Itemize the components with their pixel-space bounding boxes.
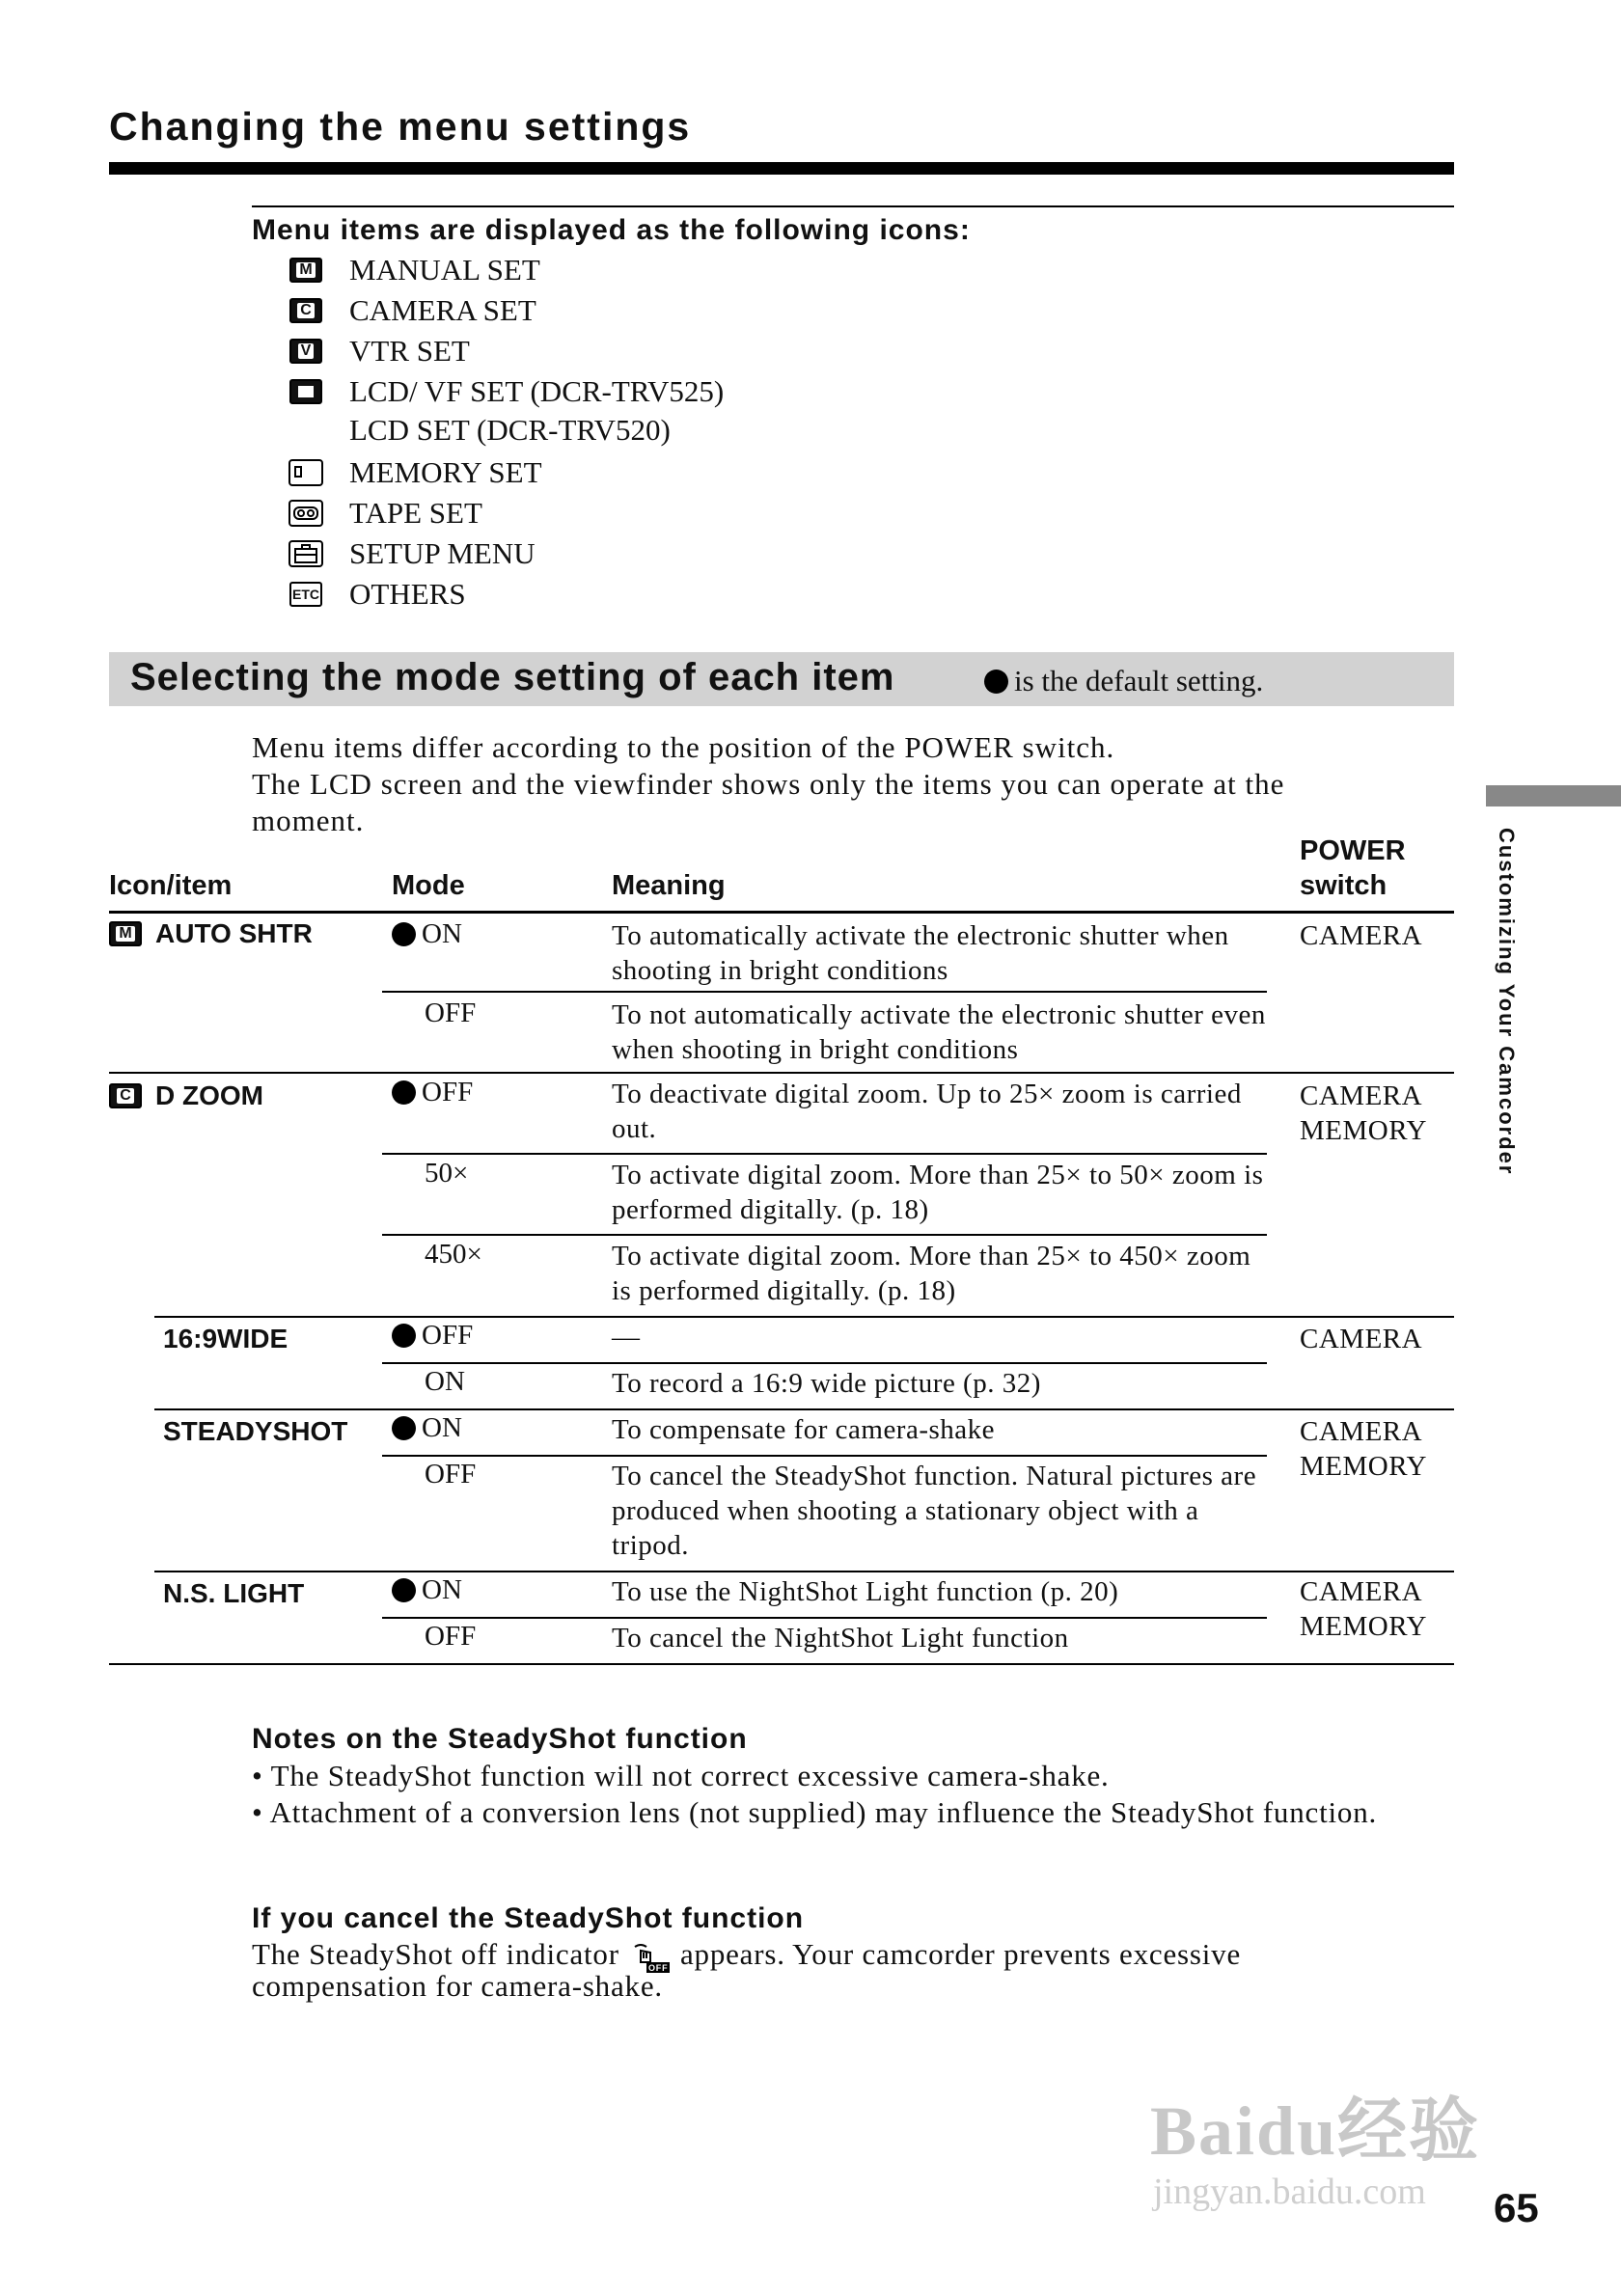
table-row-meaning: To cancel the SteadyShot function. Natural pictures are produced when shooting a stationary object with a tripod. [612,1461,1257,1561]
table-row-item [163,1578,304,1609]
default-dot-icon [392,1324,416,1348]
section-rule [252,205,1454,207]
table-row-mode [425,1239,482,1271]
etc-icon: ETC [288,580,324,609]
table-row-meaning: — [612,1322,641,1353]
table-row-item [109,918,313,949]
table-row-mode [392,918,462,950]
header-power-switch: switch [1300,870,1387,901]
group-rule [154,1571,1454,1572]
watermark-logo: Baidu经验 [1150,2092,1481,2170]
menu-icon-label: MANUAL SET [349,253,540,287]
manual-set-icon: M [109,921,142,946]
tape-set-icon [288,499,324,528]
table-row-mode [392,1077,473,1108]
notes-bullet: • Attachment of a conversion lens (not supplied) may influence the SteadyShot function. [252,1795,1378,1829]
default-note-text: is the default setting. [1014,664,1264,697]
row-rule [382,1617,1267,1619]
item-label: AUTO SHTR [155,918,313,948]
lcd-vf-set-icon [288,377,324,406]
svg-text:OFF: OFF [648,1962,669,1973]
header-mode: Mode [392,870,465,901]
intro-line: The LCD screen and the viewfinder shows only the items you can operate at the [252,767,1285,801]
table-bottom-rule [109,1663,1454,1665]
table-row-mode [425,1366,465,1398]
table-row-item [163,1416,347,1447]
table-row-meaning: To not automatically activate the electronic shutter even when shooting in bright conditions [612,999,1266,1065]
mode-value: OFF [425,998,477,1028]
cancel-text: appears. Your camcorder prevents excessive [679,1937,1242,1971]
row-rule [382,1234,1267,1236]
table-row-mode [425,1158,468,1189]
default-dot-icon [392,1578,416,1602]
menu-icon-label: LCD SET (DCR-TRV520) [349,413,671,447]
table-row-power: CAMERA MEMORY [1300,1576,1427,1642]
mode-value: 50× [425,1158,469,1189]
table-row-item [109,1080,263,1111]
table-row-item [163,1324,288,1354]
menu-icon-label: CAMERA SET [349,293,536,327]
default-dot-icon [984,670,1008,694]
table-header-rule [109,911,1454,914]
row-rule [382,1455,1267,1457]
item-label: 16:9WIDE [163,1324,288,1353]
table-row-meaning: To activate digital zoom. More than 25× to 450× zoom is performed digitally. (p. 18) [612,1241,1251,1306]
group-rule [109,1072,1454,1074]
title-rule [109,162,1454,175]
menu-icon-label: MEMORY SET [349,455,542,489]
table-row-mode [425,1459,476,1490]
menu-icon-row [288,453,542,492]
table-row-meaning: To use the NightShot Light function (p. 20) [612,1576,1119,1607]
menu-icon-row [288,332,470,370]
cancel-line: compensation for camera-shake. [252,1969,663,2003]
default-dot-icon [392,1080,416,1105]
row-rule [382,1153,1267,1155]
table-row-meaning: To cancel the NightShot Light function [612,1623,1069,1654]
side-tab [1486,785,1621,806]
camera-set-icon: C [109,1083,142,1108]
camera-set-icon: C [288,296,324,325]
header-meaning: Meaning [612,870,726,901]
table-row-meaning: To automatically activate the electronic shutter when shooting in bright conditions [612,920,1229,986]
menu-icon-row [288,372,725,411]
intro-line: moment. [252,804,365,837]
mode-value: 450× [425,1239,482,1270]
menu-icon-label: SETUP MENU [349,536,536,570]
table-row-power: CAMERA MEMORY [1300,1080,1427,1146]
row-rule [382,1362,1267,1364]
table-row-mode [425,1621,476,1653]
menu-icon-row [288,494,482,533]
vtr-set-icon: V [288,337,324,366]
default-dot-icon [392,922,416,946]
menu-icon-row [288,575,466,614]
table-row-meaning: To activate digital zoom. More than 25× to 50× zoom is performed digitally. (p. 18) [612,1160,1264,1225]
notes-bullet: • The SteadyShot function will not correct excessive camera-shake. [252,1759,1110,1792]
cancel-heading: If you cancel the SteadyShot function [252,1902,805,1934]
table-row-mode [392,1412,462,1444]
page-title: Changing the menu settings [109,104,692,149]
group-rule [154,1408,1454,1410]
menu-icon-label: VTR SET [349,334,470,368]
memory-set-icon [288,458,324,487]
table-row-meaning: To compensate for camera-shake [612,1414,996,1445]
section-title: Selecting the mode setting of each item [130,656,895,698]
default-dot-icon [392,1416,416,1440]
menu-icon-label: OTHERS [349,577,466,611]
table-row-mode [425,998,476,1029]
mode-value: OFF [425,1459,477,1490]
side-label: Customizing Your Camcorder [1495,828,1519,1176]
watermark-url: jingyan.baidu.com [1153,2172,1426,2212]
row-rule [382,991,1267,993]
mode-value: OFF [422,1077,474,1107]
group-rule [154,1316,1454,1318]
notes-heading: Notes on the SteadyShot function [252,1723,748,1755]
mode-value: ON [422,1574,462,1605]
header-power: POWER [1300,835,1406,866]
table-row-meaning: To deactivate digital zoom. Up to 25× zoom is carried out. [612,1079,1242,1144]
menu-icon-row [288,534,536,573]
menu-icon-label: TAPE SET [349,496,482,530]
table-row-power: CAMERA MEMORY [1300,1416,1427,1482]
mode-value: ON [425,1366,465,1397]
menu-icons-heading: Menu items are displayed as the following icons: [252,214,971,246]
menu-icon-row [288,251,540,289]
manual-set-icon: M [288,256,324,285]
table-row-meaning: To record a 16:9 wide picture (p. 32) [612,1368,1041,1399]
mode-value: ON [422,1412,462,1443]
item-label: N.S. LIGHT [163,1578,305,1608]
table-row-mode [392,1320,473,1352]
intro-line: Menu items differ according to the position of the POWER switch. [252,730,1115,764]
menu-icon-row [288,291,536,330]
default-setting-note [984,664,1263,698]
menu-icon-label: LCD/ VF SET (DCR-TRV525) [349,374,725,408]
mode-value: OFF [422,1320,474,1351]
page-number: 65 [1494,2185,1539,2230]
item-label: D ZOOM [155,1080,263,1110]
cancel-text: The SteadyShot off indicator [252,1937,619,1971]
setup-menu-icon [288,539,324,568]
mode-value: OFF [425,1621,477,1652]
mode-value: ON [422,918,462,949]
table-row-mode [392,1574,462,1606]
table-row-power: CAMERA [1300,920,1423,951]
header-icon-item: Icon/item [109,870,233,901]
item-label: STEADYSHOT [163,1416,348,1446]
table-row-power: CAMERA [1300,1324,1423,1354]
